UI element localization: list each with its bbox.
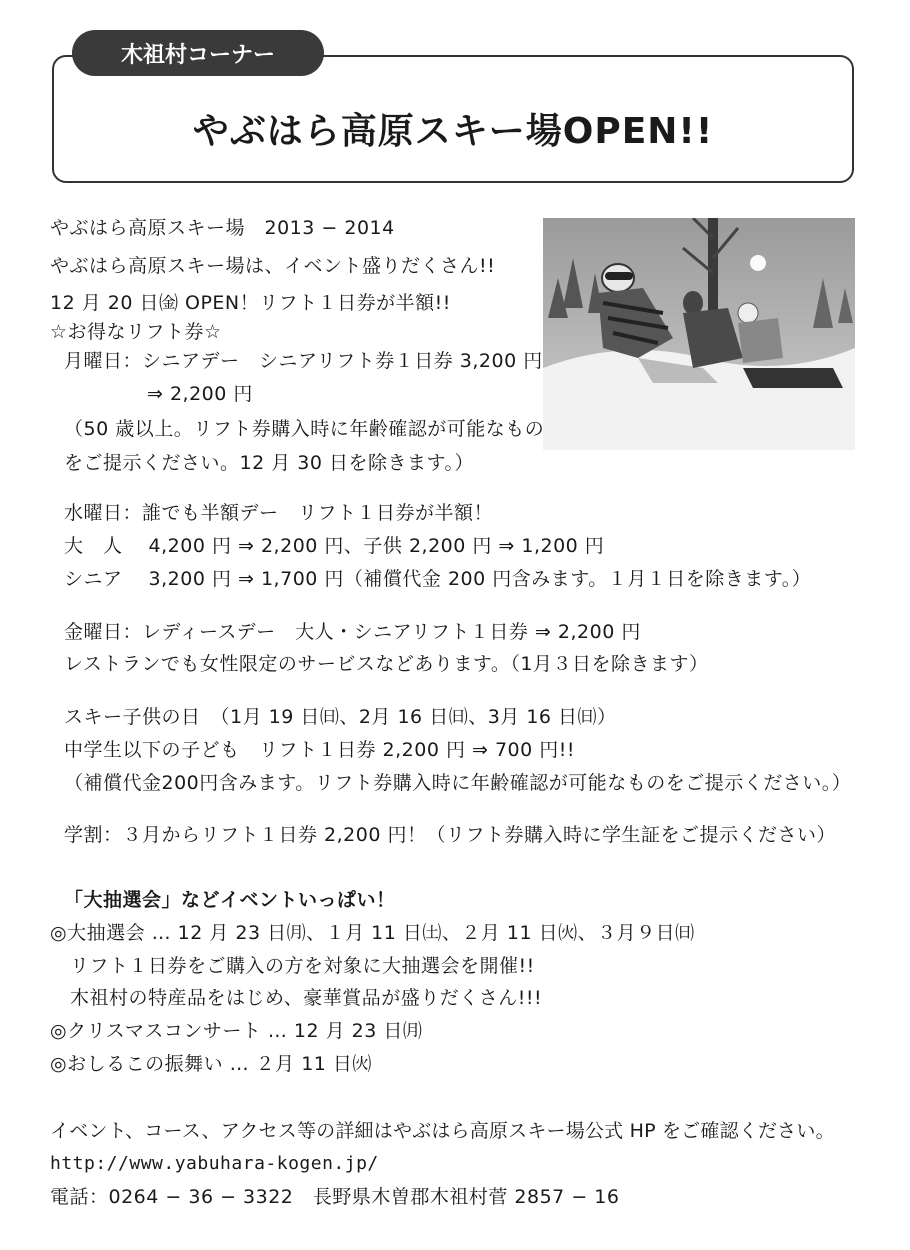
page-title: やぶはら高原スキー場OPEN!! bbox=[192, 111, 714, 152]
lottery-note-1: リフト１日券をご購入の方を対象に大抽選会を開催!! bbox=[70, 955, 535, 977]
lottery-line: ◎大抽選会 … 12 月 23 日㈪、１月 11 日㈯、２月 11 日㈫、３月９日㈰ bbox=[50, 922, 695, 944]
lottery-note-2: 木祖村の特産品をはじめ、豪華賞品が盛りだくさん!!! bbox=[70, 987, 543, 1009]
student-line: 学割：３月からリフト１日券 2,200 円！（リフト券購入時に学生証をご提示ください） bbox=[64, 824, 836, 846]
monday-note-1: （50 歳以上。リフト券購入時に年齢確認が可能なもの bbox=[64, 418, 545, 440]
kids-day-note: （補償代金200円含みます。リフト券購入時に年齢確認が可能なものをご提示ください。） bbox=[64, 772, 852, 794]
section-tab: 木祖村コーナー bbox=[72, 30, 324, 76]
wednesday-adult: 大 人 4,200 円 ⇒ 2,200 円、子供 2,200 円 ⇒ 1,200 円 bbox=[64, 535, 605, 557]
events-heading: 「大抽選会」などイベントいっぱい！ bbox=[64, 889, 396, 911]
concert-line: ◎クリスマスコンサート … 12 月 23 日㈪ bbox=[50, 1020, 423, 1042]
intro-line: やぶはら高原スキー場は、イベント盛りだくさん!! bbox=[50, 255, 496, 277]
open-line: 12 月 20 日㈮ OPEN！リフト１日券が半額!! bbox=[50, 292, 451, 314]
monday-note-2: をご提示ください。12 月 30 日を除きます。） bbox=[64, 452, 474, 474]
details-line: イベント、コース、アクセス等の詳細はやぶはら高原スキー場公式 HP をご確認ください。 bbox=[50, 1120, 835, 1142]
contact-line: 電話：0264 − 36 − 3322 長野県木曽郡木祖村菅 2857 − 16 bbox=[50, 1186, 620, 1208]
website-url[interactable]: http://www.yabuhara-kogen.jp/ bbox=[50, 1153, 379, 1174]
oshiruko-line: ◎おしるこの振舞い … ２月 11 日㈫ bbox=[50, 1053, 372, 1075]
deals-heading: ☆お得なリフト券☆ bbox=[50, 321, 222, 343]
monday-line: 月曜日：シニアデー シニアリフト券１日券 3,200 円 bbox=[64, 350, 543, 372]
friday-note: レストランでも女性限定のサービスなどあります。（1月３日を除きます） bbox=[64, 653, 709, 675]
kids-day-line: 中学生以下の子ども リフト１日券 2,200 円 ⇒ 700 円!! bbox=[64, 739, 576, 761]
kids-day-heading: スキー子供の日 （1月 19 日㈰、2月 16 日㈰、3月 16 日㈰） bbox=[64, 706, 617, 728]
wednesday-senior: シニア 3,200 円 ⇒ 1,700 円（補償代金 200 円含みます。１月１日を除きます。） bbox=[64, 568, 812, 590]
season-line: やぶはら高原スキー場 2013 − 2014 bbox=[50, 217, 395, 239]
wednesday-heading: 水曜日：誰でも半額デー リフト１日券が半額！ bbox=[64, 502, 494, 524]
monday-price: ⇒ 2,200 円 bbox=[147, 383, 253, 405]
friday-heading: 金曜日：レディースデー 大人・シニアリフト１日券 ⇒ 2,200 円 bbox=[64, 621, 641, 643]
